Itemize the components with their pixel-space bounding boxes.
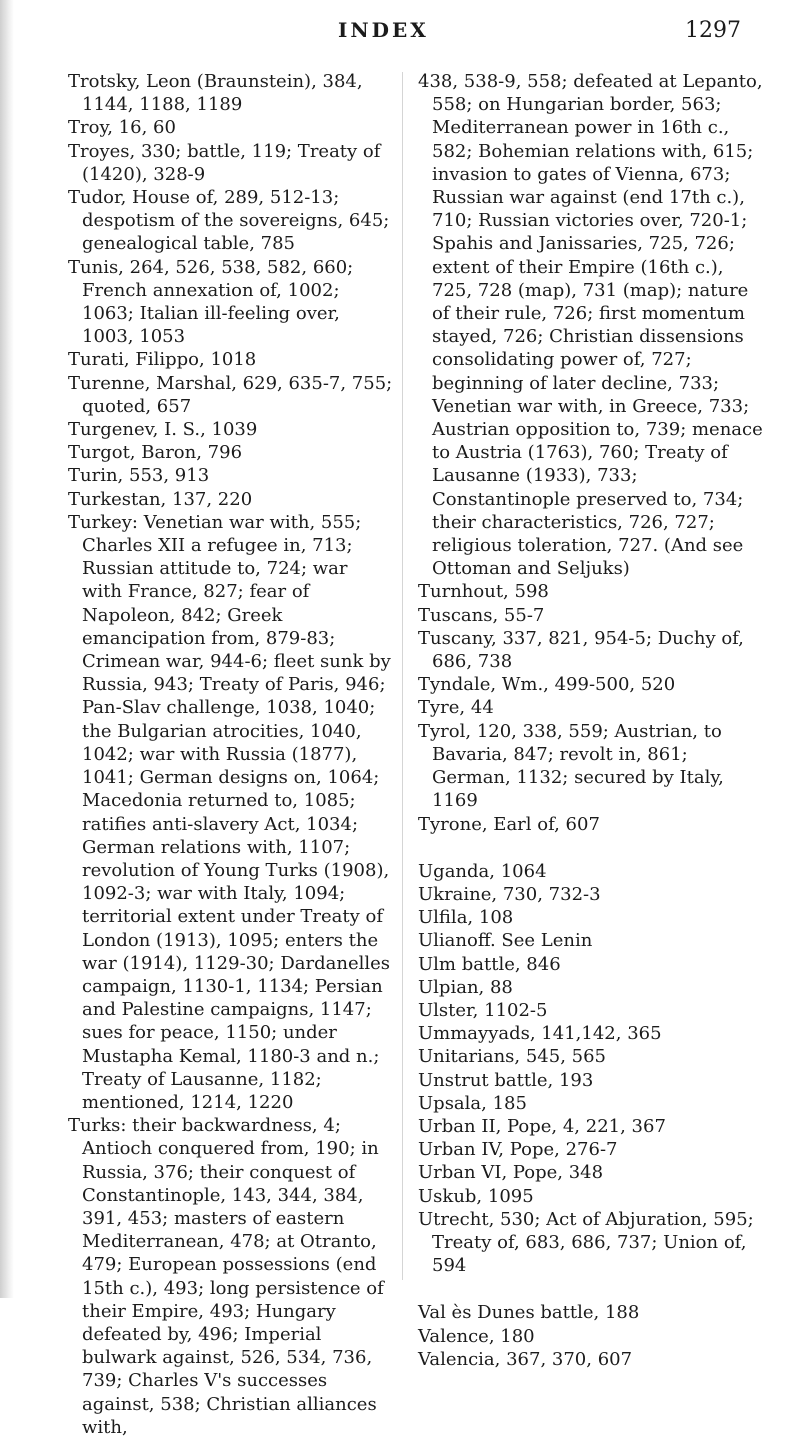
index-entry: Tyndale, Wm., 499-500, 520 <box>418 674 676 696</box>
index-entry: Turkestan, 137, 220 <box>68 488 253 510</box>
index-entry: Ulianoff. See Lenin <box>418 930 593 952</box>
index-entry: Tuscany, 337, 821, 954-5; Duchy of, 686, 738 <box>418 627 744 673</box>
index-entry: Utrecht, 530; Act of Abjuration, 595; Treaty of, 683, 686, 737; Union of, 594 <box>418 1208 754 1277</box>
index-entry: Turenne, Marshal, 629, 635-7, 755; quoted, 657 <box>68 372 393 417</box>
index-entry: Turgot, Baron, 796 <box>68 442 243 464</box>
index-entry: Tyrone, Earl of, 607 <box>418 813 600 835</box>
index-entry: 438, 538-9, 558; defeated at Lepanto, 558; on Hungarian border, 563; Mediterranean power in 16th c., 582; Bohemian relations with, 615; invasion to gates of Vienna, 673; Russian war against (end 17th c.), 710; Russian victories over, 720-1; Spahis and Janissaries, 725, 726; extent of their Empire (16th c.), 725, 728 (map), 731 (map); nature of their rule, 726; first momentum stayed, 726; Christian dissensions consolidating power of, 727; beginning of later decline, 733; Venetian war with, in Greece, 733; Austrian opposition to, 739; menace to Austria (1763), 760; Treaty of Lausanne (1933), 733; Constantinople preserved to, 734; their characteristics, 726, 727; religious toleration, 727. (And see Ottoman and Seljuks) <box>418 71 763 580</box>
index-entry: Ukraine, 730, 732-3 <box>418 883 601 905</box>
index-entry: Tuscans, 55-7 <box>418 604 545 626</box>
page-header <box>0 18 800 58</box>
index-entry: Valence, 180 <box>418 1325 535 1347</box>
index-entry: Valencia, 367, 370, 607 <box>418 1348 633 1370</box>
index-entry: Upsala, 185 <box>418 1092 527 1114</box>
right-column <box>418 70 763 1371</box>
index-entry: Turin, 553, 913 <box>68 465 210 487</box>
index-entry: Unitarians, 545, 565 <box>418 1046 607 1068</box>
index-entry: Tudor, House of, 289, 512-13; despotism of the sovereigns, 645; genealogical table, 785 <box>68 187 390 255</box>
index-entry: Ummayyads, 141,142, 365 <box>418 1023 662 1045</box>
index-entry: Turnhout, 598 <box>418 581 549 603</box>
index-entry: Urban II, Pope, 4, 221, 367 <box>418 1115 666 1137</box>
index-entry: Urban IV, Pope, 276-7 <box>418 1139 618 1161</box>
index-entry: Turks: their backwardness, 4; Antioch conquered from, 190; in Russia, 376; their conquest of Constantinople, 143, 344, 384, 391, 453; masters of eastern Mediterranean, 478; at Otranto, 479; European possessions (end 15th c.), 493; long persistence of their Empire, 493; Hungary defeated by, 496; Imperial bulwark against, 526, 534, 736, 739; Charles V's successes against, 538; Christian alliances with, <box>68 1115 384 1438</box>
letter-section-gap <box>418 836 763 860</box>
index-entry: Turati, Filippo, 1018 <box>68 349 257 371</box>
index-entry: Ulm battle, 846 <box>418 953 561 975</box>
index-entry: Troy, 16, 60 <box>68 117 176 139</box>
index-entry: Tunis, 264, 526, 538, 582, 660; French annexation of, 1002; 1063; Italian ill-feeling over, 1003, 1053 <box>68 256 354 348</box>
index-entry: Urban VI, Pope, 348 <box>418 1162 604 1184</box>
index-entry: Trotsky, Leon (Braunstein), 384, 1144, 1188, 1189 <box>68 71 363 116</box>
running-head: INDEX <box>338 18 429 42</box>
left-column <box>68 70 393 1439</box>
index-entry: Turkey: Venetian war with, 555; Charles XII a refugee in, 713; Russian attitude to, 724; war with France, 827; fear of Napoleon, 842; Greek emancipation from, 879-83; Crimean war, 944-6; fleet sunk by Russia, 943; Treaty of Paris, 946; Pan-Slav challenge, 1038, 1040; the Bulgarian atrocities, 1040, 1042; war with Russia (1877), 1041; German designs on, 1064; Macedonia returned to, 1085; ratifies anti-slavery Act, 1034; German relations with, 1107; revolution of Young Turks (1908), 1092-3; war with Italy, 1094; territorial extent under Treaty of London (1913), 1095; enters the war (1914), 1129-30; Dardanelles campaign, 1130-1, 1134; Persian and Palestine campaigns, 1147; sues for peace, 1150; under Mustapha Kemal, 1180-3 and n.; Treaty of Lausanne, 1182; mentioned, 1214, 1220 <box>68 511 391 1113</box>
column-divider <box>402 72 403 1280</box>
index-entry: Ulfila, 108 <box>418 907 514 929</box>
index-entry: Ulpian, 88 <box>418 976 513 998</box>
index-entry: Turgenev, I. S., 1039 <box>68 419 258 441</box>
index-entry: Unstrut battle, 193 <box>418 1069 594 1091</box>
index-entry: Ulster, 1102-5 <box>418 999 548 1021</box>
page-number: 1297 <box>685 18 741 43</box>
index-entry: Uganda, 1064 <box>418 860 547 882</box>
index-entry: Uskub, 1095 <box>418 1185 534 1207</box>
index-entry: Tyre, 44 <box>418 697 494 719</box>
index-entry: Val ès Dunes battle, 188 <box>418 1302 640 1324</box>
index-entry: Troyes, 330; battle, 119; Treaty of (1420), 328-9 <box>68 140 381 185</box>
index-entry: Tyrol, 120, 338, 559; Austrian, to Bavaria, 847; revolt in, 861; German, 1132; secured by Italy, 1169 <box>418 720 724 812</box>
binding-shadow <box>0 0 14 1298</box>
